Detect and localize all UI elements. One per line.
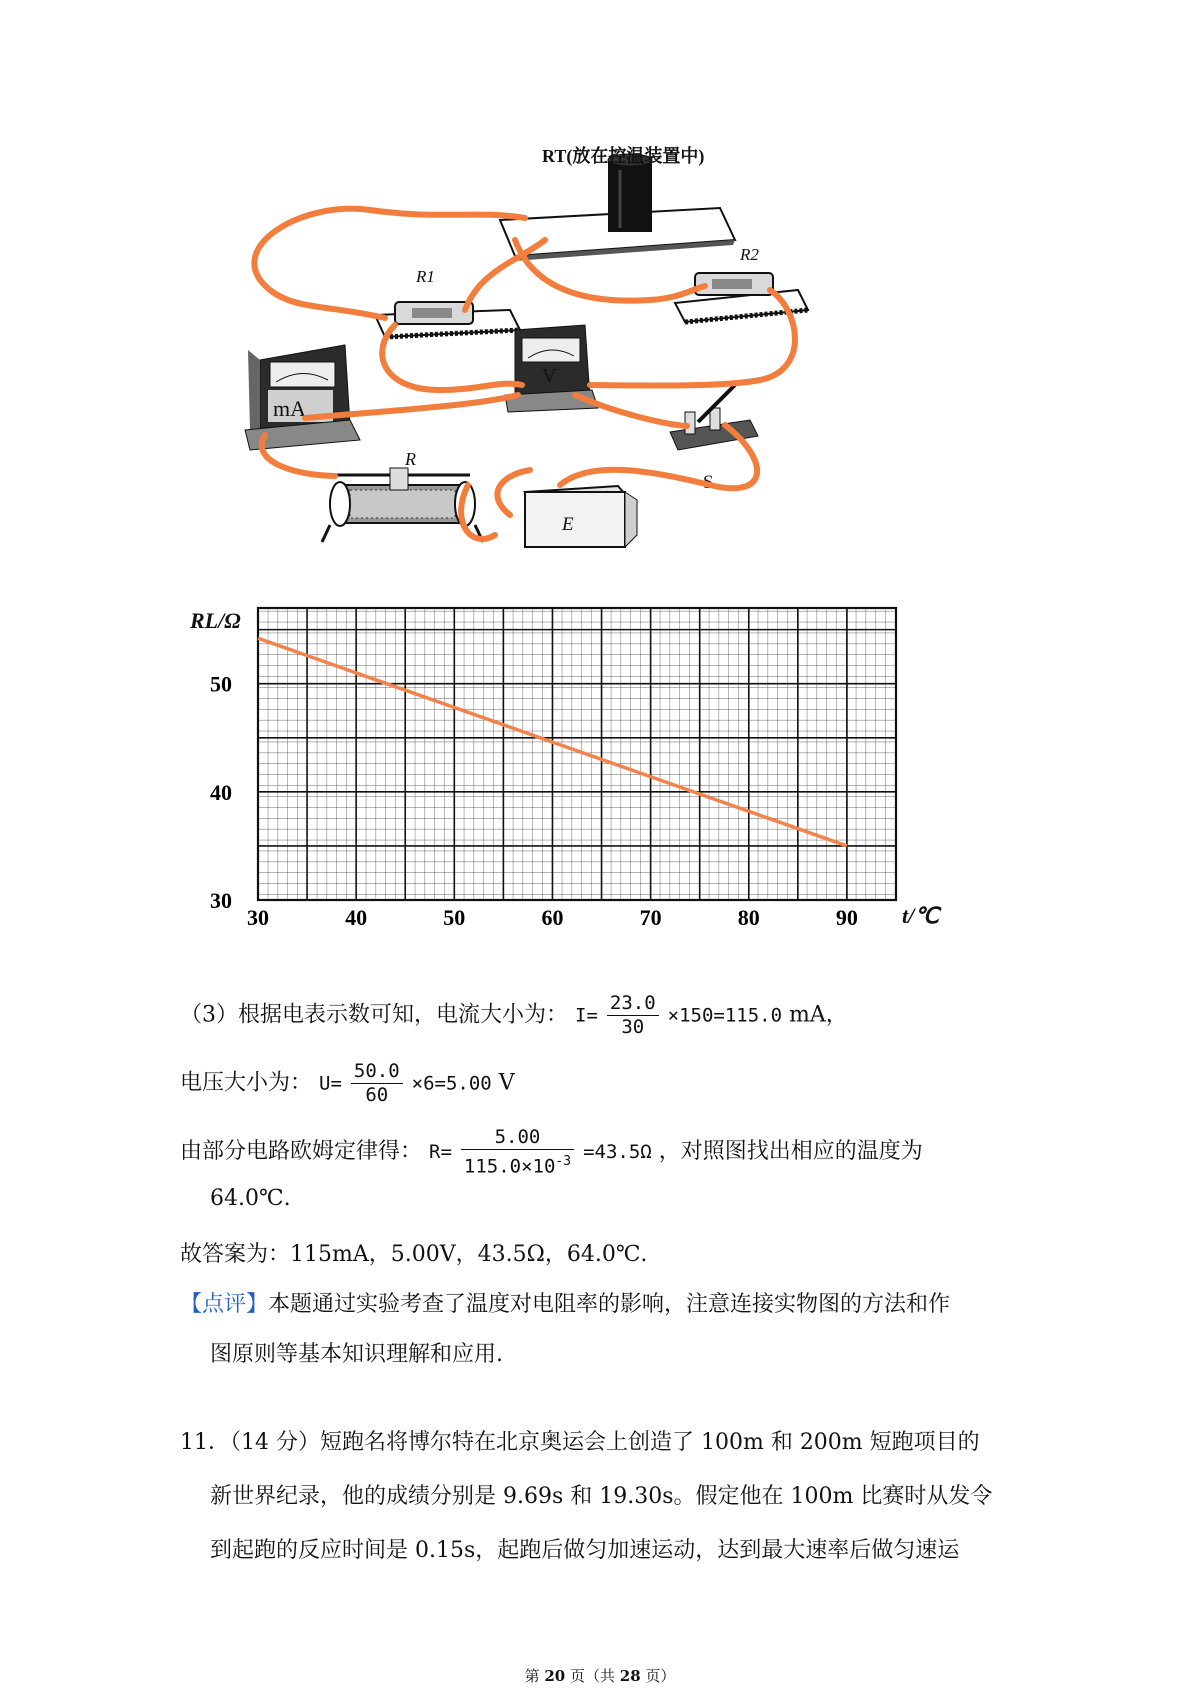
question-11-line-1: 11．（14 分）短跑名将博尔特在北京奥运会上创造了 100m 和 200m 短跑项目的 xyxy=(180,1430,980,1455)
footer-prefix: 第 xyxy=(524,1667,545,1685)
r2-label: R2 xyxy=(740,245,759,264)
y-axis-label: RL/Ω xyxy=(190,608,241,633)
voltage-numerator: 50.0 xyxy=(351,1060,403,1084)
footer-page-number: 20 xyxy=(544,1667,566,1685)
question-11-line-2: 新世界纪录，他的成绩分别是 9.69s 和 19.30s。假定他在 100m 比赛时从发令 xyxy=(210,1484,993,1509)
footer-total-pages: 28 xyxy=(619,1667,641,1685)
comment-line-2: 图原则等基本知识理解和应用. xyxy=(210,1342,503,1367)
x-tick-label: 50 xyxy=(443,905,466,930)
resistance-prefix: 由部分电路欧姆定律得： xyxy=(180,1139,423,1165)
comment-tag: 【点评】 xyxy=(180,1292,269,1317)
voltage-denominator: 60 xyxy=(365,1084,389,1106)
battery-e xyxy=(525,486,637,547)
resistance-denominator-base: 115.0×10 xyxy=(463,1155,556,1178)
temperature-resistance-graph xyxy=(160,600,970,940)
current-fraction xyxy=(607,992,659,1039)
x-tick-label: 90 xyxy=(835,905,858,930)
current-denominator: 30 xyxy=(621,1016,645,1038)
voltage-eq: U= xyxy=(319,1072,342,1095)
voltage-tail: ×6=5.00 xyxy=(411,1072,492,1095)
s-label: S xyxy=(703,472,714,493)
current-tail: ×150=115.0 xyxy=(667,1004,783,1027)
solution-line-current xyxy=(180,992,848,1039)
r-label: R xyxy=(405,449,416,469)
rt-label: RT(放在控温装置中) xyxy=(542,146,705,166)
x-tick-label: 40 xyxy=(345,905,368,930)
current-unit: mA， xyxy=(789,1002,848,1028)
r1-label: R1 xyxy=(416,267,435,286)
answer-line: 故答案为：115mA，5.00V，43.5Ω，64.0℃. xyxy=(180,1242,648,1267)
v-label: V xyxy=(542,365,557,387)
graph-paper xyxy=(258,608,896,900)
solution-line-resistance xyxy=(180,1126,923,1178)
page-footer xyxy=(0,1665,1200,1686)
voltage-unit: V xyxy=(498,1070,515,1096)
resistance-denominator xyxy=(461,1150,574,1178)
x-tick-label: 80 xyxy=(737,905,760,930)
current-numerator: 23.0 xyxy=(607,992,659,1016)
resistor-r1 xyxy=(375,302,520,337)
resistance-tail: =43.5Ω xyxy=(583,1141,652,1164)
resistance-eq: R= xyxy=(429,1141,452,1164)
y-tick-label: 50 xyxy=(210,671,232,697)
footer-suffix: 页） xyxy=(640,1667,676,1685)
solution-line-voltage xyxy=(180,1060,515,1107)
question-11-line-3: 到起跑的反应时间是 0.15s，起跑后做匀加速运动，达到最大速率后做匀速运 xyxy=(210,1538,960,1563)
comment-line xyxy=(180,1290,950,1320)
resistance-numerator: 5.00 xyxy=(461,1126,574,1150)
y-tick-label: 40 xyxy=(210,779,232,805)
voltage-prefix: 电压大小为： xyxy=(180,1070,313,1096)
x-tick-label: 30 xyxy=(247,905,269,930)
ma-label: mA xyxy=(273,396,306,421)
current-prefix: （3）根据电表示数可知，电流大小为： xyxy=(180,1002,568,1028)
x-tick-label: 60 xyxy=(541,905,564,930)
current-eq: I= xyxy=(575,1004,598,1027)
footer-middle: 页（共 xyxy=(565,1667,620,1685)
circuit-diagram xyxy=(150,140,910,590)
comment-text: 本题通过实验考查了温度对电阻率的影响，注意连接实物图的方法和作 xyxy=(268,1292,951,1317)
voltage-fraction xyxy=(351,1060,403,1107)
resistance-fraction xyxy=(461,1126,574,1178)
x-tick-label: 70 xyxy=(639,905,662,930)
resistance-suffix: ，对照图找出相应的温度为 xyxy=(658,1139,923,1165)
resistance-exponent: -3 xyxy=(555,1154,572,1169)
x-axis-label: t/℃ xyxy=(902,903,939,928)
e-label: E xyxy=(562,514,574,535)
y-tick-label: 30 xyxy=(210,888,232,913)
solution-line-temperature: 64.0℃. xyxy=(210,1186,291,1211)
